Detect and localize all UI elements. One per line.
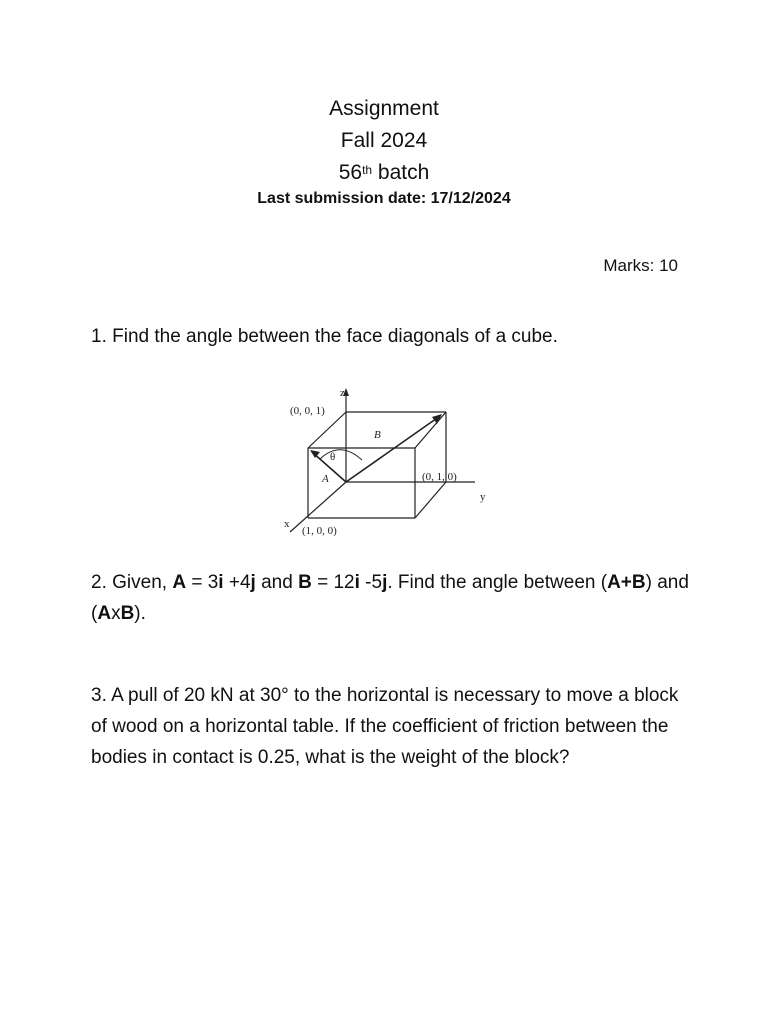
q2-vector-a: A bbox=[97, 603, 112, 624]
q2-text: and bbox=[255, 572, 299, 593]
term-label: Fall 2024 bbox=[340, 129, 428, 152]
q2-text: . Find the angle between ( bbox=[387, 572, 608, 593]
cube-edge bbox=[308, 412, 346, 448]
question-2 bbox=[91, 567, 691, 629]
label-x: x bbox=[284, 518, 290, 530]
q2-sum: A+B bbox=[607, 572, 646, 593]
cube-diagram bbox=[270, 382, 500, 542]
vector-a bbox=[312, 452, 346, 482]
label-y: y bbox=[480, 491, 486, 503]
q2-text: -5 bbox=[359, 572, 383, 593]
q2-unit-j: j bbox=[250, 572, 256, 593]
cube-edge bbox=[415, 482, 446, 518]
label-z: z bbox=[340, 387, 345, 399]
q2-cross: x bbox=[111, 603, 121, 624]
q2-unit-i: i bbox=[218, 572, 224, 593]
q2-unit-i: i bbox=[354, 572, 360, 593]
batch-number: 56 bbox=[338, 161, 363, 184]
assignment-title: Assignment bbox=[329, 97, 439, 120]
marks-label: Marks: 10 bbox=[603, 256, 678, 275]
submission-date: Last submission date: 17/12/2024 bbox=[257, 190, 511, 207]
q2-text: +4 bbox=[223, 572, 251, 593]
q2-text: 2. Given, bbox=[91, 572, 173, 593]
label-theta: θ bbox=[330, 451, 336, 463]
batch-word: batch bbox=[372, 161, 430, 184]
q2-vector-a: A bbox=[172, 572, 187, 593]
q2-text: = 12 bbox=[311, 572, 355, 593]
angle-arc bbox=[320, 450, 362, 460]
label-a: A bbox=[322, 473, 329, 485]
q2-vector-b: B bbox=[120, 603, 135, 624]
batch-label bbox=[0, 159, 768, 187]
q2-text: ). bbox=[134, 603, 146, 624]
label-100: (1, 0, 0) bbox=[302, 525, 337, 537]
question-1: 1. Find the angle between the face diagonals of a cube. bbox=[91, 326, 558, 347]
q2-unit-j: j bbox=[382, 572, 388, 593]
q2-text: ) and ( bbox=[91, 572, 689, 624]
question-3: 3. A pull of 20 kN at 30° to the horizontal is necessary to move a block of wood on a horizontal table. If the coefficient of friction between the bodies in contact is 0.25, what is the weight of the block? bbox=[91, 685, 679, 768]
label-010: (0, 1, 0) bbox=[422, 471, 457, 483]
q2-vector-b: B bbox=[298, 572, 312, 593]
batch-ordinal: th bbox=[362, 163, 373, 177]
label-b: B bbox=[374, 429, 381, 441]
label-001: (0, 0, 1) bbox=[290, 405, 325, 417]
q2-text: = 3 bbox=[186, 572, 219, 593]
